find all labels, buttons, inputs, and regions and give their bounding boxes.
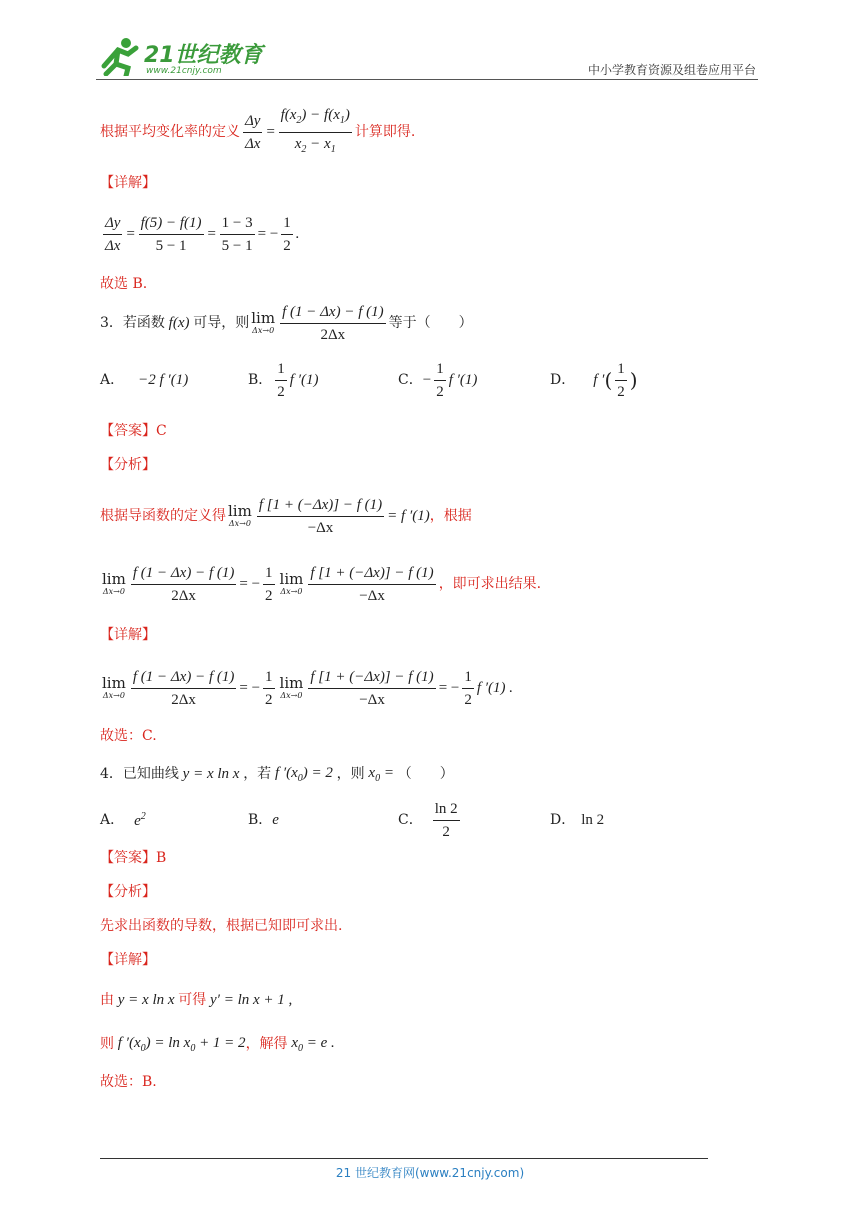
q4-option-d[interactable]: D． ln 2 [550,811,605,828]
header-logo [96,36,266,78]
q4-stem: 4．已知曲线 y = x ln x ，若 f $'(x_0) = 2$ ，则 $x_0$ = （ ） [100,764,454,784]
platform-name: 中小学教育资源及组卷应用平台 [587,63,756,77]
q3-detail-math: lim Δx→0 $\frac{f (1 - \Delta x) - f (1)}{2\Delta x}$ = − $\frac{1}{2}$ lim Δx→0 $\frac{f [1 + (-\Delta x)] - f (1)}{-\Delta x}$ = − $\frac{1}{2}$ f ′(1) . [102,668,514,708]
q3-analysis-line2: lim Δx→0 $\frac{f (1 - \Delta x) - f (1)}{2\Delta x}$ = − $\frac{1}{2}$ lim Δx→0 $\frac{f [1 + (-\Delta x)] - f (1)}{-\Delta x}$ ，即可求出结果. [102,564,542,604]
q4-analysis-text: 先求出函数的导数，根据已知即可求出. [100,918,343,934]
q4-analysis-label: 【分析】 [100,884,156,900]
q3-option-d[interactable]: D． f ′ ( $\frac{1}{2}$ ) [550,360,638,400]
q3-analysis-label: 【分析】 [100,457,156,473]
q3-analysis-line1: 根据导函数的定义得 lim Δx→0 $\frac{f [1 + (-\Delta x)] - f (1)}{-\Delta x}$ = f ′(1) ，根据 [100,496,472,536]
q3-final: 故选：C. [100,728,157,744]
q4-detail-label: 【详解】 [100,952,156,968]
difference-quotient: $\frac{f(x_2) - f(x_1)}{x_2 - x_1}$ [280,106,350,155]
q4-option-a[interactable]: A． $e^2$ [100,810,146,829]
q3-detail-label: 【详解】 [100,627,156,643]
q2-detail-math: $\frac{\Delta y}{\Delta x}$ = $\frac{f(5) - f(1)}{5 - 1}$ = $\frac{1 - 3}{5 - 1}$ = − $\frac{1}{2}$ . [105,214,300,254]
q3-option-c[interactable]: C． − $\frac{1}{2}$ f ′(1) [398,360,478,400]
q4-option-b[interactable]: B． e [248,811,279,828]
q4-option-c[interactable]: C． $\frac{\ln 2}{2}$ [398,800,458,840]
footer-rule [100,1158,708,1159]
q2-detail-label: 【详解】 [100,175,156,191]
q4-detail-line2: 则 f $'(x_0) = \ln x_0 + 1 = 2$ ，解得 $x_0 = e$ . [100,1034,335,1054]
logo-url: www.21cnjy.com [146,66,222,76]
q4-final: 故选：B. [100,1074,157,1090]
q3-answer: 【答案】C [100,423,167,439]
logo-title: 21世纪教育 [144,43,263,68]
q3-option-a[interactable]: A． −2 f ′(1) [100,371,189,388]
q2-final: 故选 B. [100,276,148,292]
footer-text[interactable]: 21 世纪教育网(www.21cnjy.com) [335,1166,525,1180]
runner-logo-icon [96,36,142,76]
q2-analysis: 根据平均变化率的定义 $\frac{\Delta y}{\Delta x}$ = $\frac{f(x_2) - f(x_1)}{x_2 - x_1}$ 计算即得. [100,108,415,156]
q4-detail-line1: 由 y = x ln x 可得 y′ = ln x + 1 , [100,991,293,1008]
q3-stem: 3．若函数 f(x) 可导，则 lim Δx→0 $\frac{f (1 - \Delta x) - f (1)}{2\Delta x}$ 等于（ ） [100,303,473,343]
avg-rate-fraction: $\frac{\Delta y}{\Delta x}$ [245,112,261,152]
q3-option-b[interactable]: B． $\frac{1}{2}$ f ′(1) [248,360,319,400]
q4-answer: 【答案】B [100,850,167,866]
header-rule [96,79,758,80]
